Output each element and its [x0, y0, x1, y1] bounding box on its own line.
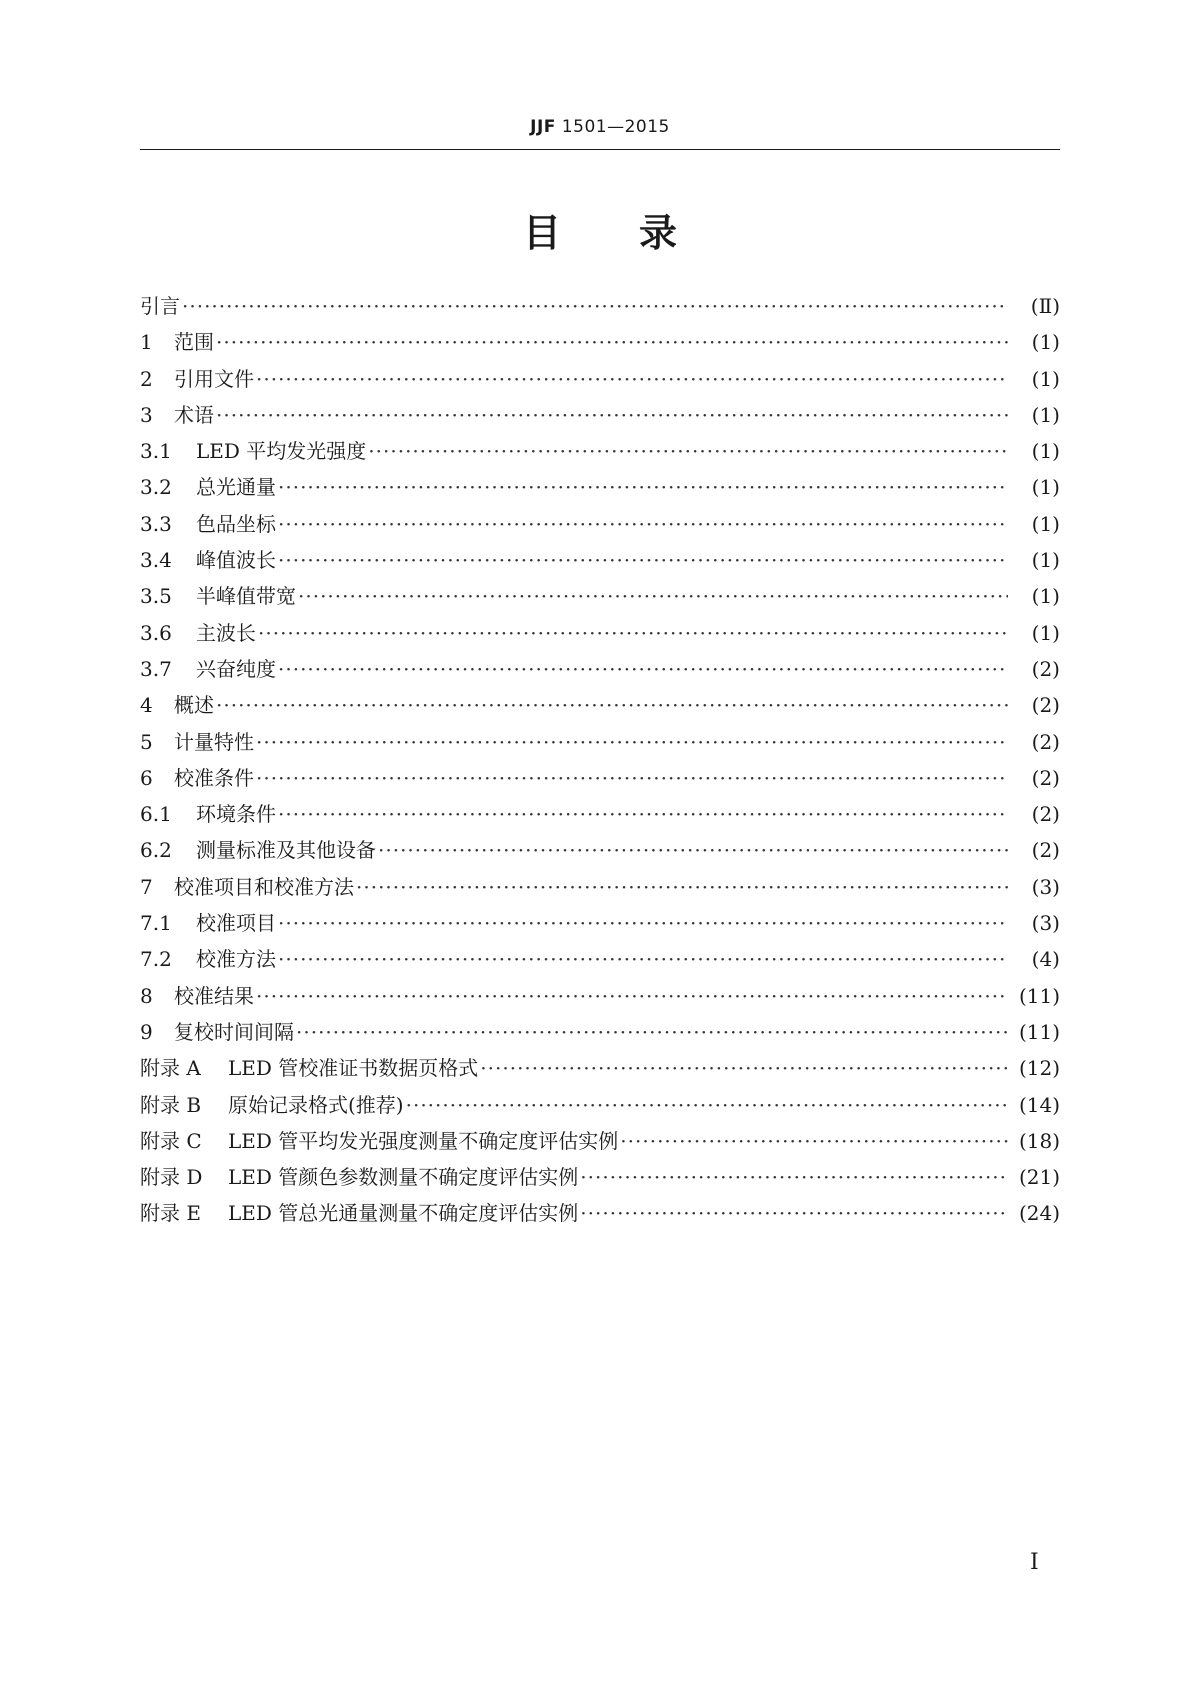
toc-entry-title: 半峰值带宽: [196, 584, 296, 609]
toc-dot-leader: [278, 469, 1008, 505]
toc-entry-title: 测量标准及其他设备: [196, 838, 376, 863]
toc-dot-leader: [278, 651, 1008, 687]
toc-entry[interactable]: [140, 1195, 1060, 1231]
toc-entry-title: 兴奋纯度: [196, 656, 276, 681]
header-divider: [140, 149, 1060, 150]
toc-entry[interactable]: [140, 397, 1060, 433]
toc-dot-leader: [278, 542, 1008, 578]
toc-entry-title: 原始记录格式(推荐): [228, 1092, 404, 1117]
toc-entry[interactable]: [140, 651, 1060, 687]
toc-entry-page: (2): [1031, 765, 1060, 790]
toc-entry[interactable]: [140, 361, 1060, 397]
page-title-char-1: 目: [522, 211, 561, 255]
toc-dot-leader: [406, 1087, 1008, 1123]
toc-entry[interactable]: [140, 469, 1060, 505]
toc-entry-title: 总光通量: [196, 475, 276, 500]
toc-dot-leader: [278, 506, 1008, 542]
toc-entry-page: (1): [1031, 620, 1060, 645]
toc-entry[interactable]: [140, 941, 1060, 977]
toc-entry[interactable]: [140, 1050, 1060, 1086]
toc-entry-page: (1): [1031, 402, 1060, 427]
toc-entry-number: 5: [140, 729, 153, 754]
running-header: [140, 117, 1060, 137]
table-of-contents: [140, 288, 1060, 1232]
toc-entry-page: (2): [1031, 693, 1060, 718]
toc-entry-number: 附录 E: [140, 1201, 201, 1226]
toc-entry-number: 7.2: [140, 947, 172, 972]
toc-entry[interactable]: [140, 288, 1060, 324]
toc-entry[interactable]: [140, 578, 1060, 614]
toc-entry-title: 校准项目和校准方法: [174, 874, 354, 899]
toc-entry-page: (1): [1031, 584, 1060, 609]
toc-entry[interactable]: [140, 1014, 1060, 1050]
toc-entry[interactable]: [140, 869, 1060, 905]
toc-dot-leader: [258, 615, 1008, 651]
toc-entry-number: 6.1: [140, 802, 172, 827]
toc-entry-number: 3.5: [140, 584, 172, 609]
toc-dot-leader: [580, 1195, 1008, 1231]
toc-entry-title: 主波长: [196, 620, 256, 645]
toc-dot-leader: [278, 796, 1008, 832]
toc-dot-leader: [256, 724, 1008, 760]
toc-entry-number: 3.4: [140, 548, 172, 573]
toc-entry-number: 8: [140, 983, 153, 1008]
toc-entry-page: (2): [1031, 838, 1060, 863]
toc-entry-number: 3.6: [140, 620, 172, 645]
toc-entry-page: (18): [1018, 1128, 1060, 1153]
toc-entry-page: (21): [1018, 1165, 1060, 1190]
page-title: [140, 202, 1060, 257]
toc-entry-title: 术语: [174, 402, 214, 427]
toc-entry[interactable]: [140, 1087, 1060, 1123]
toc-entry-number: 7: [140, 874, 153, 899]
toc-entry-page: (12): [1018, 1056, 1060, 1081]
toc-entry-title: 校准项目: [196, 911, 276, 936]
toc-entry-title: LED 管颜色参数测量不确定度评估实例: [228, 1165, 579, 1190]
page-title-char-2: 录: [639, 211, 678, 255]
toc-entry-number: 3.1: [140, 439, 172, 464]
toc-entry[interactable]: [140, 506, 1060, 542]
toc-entry-title: 峰值波长: [196, 548, 276, 573]
toc-dot-leader: [620, 1123, 1008, 1159]
toc-entry[interactable]: [140, 1123, 1060, 1159]
toc-entry-title: 概述: [174, 693, 214, 718]
toc-entry-number: 3.2: [140, 475, 172, 500]
toc-entry-number: 9: [140, 1019, 153, 1044]
toc-dot-leader: [278, 941, 1008, 977]
toc-entry-title: 引言: [140, 294, 180, 318]
toc-entry-number: 附录 D: [140, 1165, 203, 1190]
toc-entry-page: (3): [1031, 874, 1060, 899]
toc-entry-title: 引用文件: [174, 366, 254, 391]
toc-entry-number: 4: [140, 693, 153, 718]
toc-entry-title: 校准结果: [174, 983, 254, 1008]
toc-entry[interactable]: [140, 905, 1060, 941]
toc-entry-number: 3.7: [140, 656, 172, 681]
toc-entry-number: 7.1: [140, 911, 172, 936]
toc-dot-leader: [216, 687, 1008, 723]
toc-dot-leader: [356, 869, 1008, 905]
toc-entry-title: 校准条件: [174, 765, 254, 790]
toc-entry[interactable]: [140, 687, 1060, 723]
toc-entry-number: 附录 B: [140, 1092, 202, 1117]
toc-entry-page: (2): [1031, 802, 1060, 827]
toc-dot-leader: [182, 288, 1008, 324]
toc-dot-leader: [580, 1159, 1008, 1195]
toc-entry-title: 色品坐标: [196, 511, 276, 536]
toc-entry-number: 3: [140, 402, 153, 427]
toc-entry-number: 附录 C: [140, 1128, 202, 1153]
toc-entry-number: 6: [140, 765, 153, 790]
toc-entry-title: 复校时间间隔: [174, 1019, 294, 1044]
toc-entry-page: (2): [1031, 656, 1060, 681]
toc-entry-number: 3.3: [140, 511, 172, 536]
toc-entry-page: (24): [1018, 1201, 1060, 1226]
toc-entry-page: (11): [1018, 1019, 1060, 1044]
toc-entry-title: 校准方法: [196, 947, 276, 972]
toc-dot-leader: [480, 1050, 1008, 1086]
toc-entry-page: (14): [1018, 1092, 1060, 1117]
toc-entry-page: (11): [1018, 983, 1060, 1008]
toc-entry[interactable]: [140, 760, 1060, 796]
toc-dot-leader: [296, 1014, 1008, 1050]
toc-entry-page: (1): [1031, 511, 1060, 536]
toc-entry-page: (3): [1031, 911, 1060, 936]
toc-entry-title: LED 平均发光强度: [196, 439, 367, 464]
toc-entry[interactable]: [140, 433, 1060, 469]
toc-entry[interactable]: [140, 615, 1060, 651]
toc-entry-page: (Ⅱ): [1030, 294, 1060, 318]
toc-entry-page: (2): [1031, 729, 1060, 754]
toc-dot-leader: [216, 324, 1008, 360]
toc-entry-number: 附录 A: [140, 1056, 201, 1081]
toc-dot-leader: [298, 578, 1008, 614]
toc-entry[interactable]: [140, 1159, 1060, 1195]
toc-entry-page: (1): [1031, 366, 1060, 391]
toc-entry-number: 2: [140, 366, 153, 391]
page-number: Ⅰ: [1030, 1550, 1039, 1575]
toc-entry[interactable]: [140, 832, 1060, 868]
toc-entry-number: 6.2: [140, 838, 172, 863]
toc-entry[interactable]: [140, 796, 1060, 832]
toc-dot-leader: [378, 832, 1008, 868]
toc-entry-number: 1: [140, 330, 153, 355]
toc-entry-page: (1): [1031, 475, 1060, 500]
toc-dot-leader: [216, 397, 1008, 433]
toc-entry[interactable]: [140, 724, 1060, 760]
toc-entry-title: 范围: [174, 330, 214, 355]
standard-code-number: 1501—2015: [555, 117, 670, 137]
toc-dot-leader: [256, 760, 1008, 796]
toc-entry-title: LED 管校准证书数据页格式: [228, 1056, 479, 1081]
toc-dot-leader: [368, 433, 1008, 469]
toc-entry-title: 计量特性: [174, 729, 254, 754]
toc-entry[interactable]: [140, 978, 1060, 1014]
toc-entry[interactable]: [140, 324, 1060, 360]
toc-entry-page: (4): [1031, 947, 1060, 972]
toc-entry-page: (1): [1031, 439, 1060, 464]
toc-dot-leader: [256, 978, 1008, 1014]
toc-dot-leader: [256, 361, 1008, 397]
toc-entry-title: LED 管总光通量测量不确定度评估实例: [228, 1201, 579, 1226]
standard-code-prefix: JJF: [530, 117, 556, 137]
toc-entry-page: (1): [1031, 330, 1060, 355]
toc-entry-title: 环境条件: [196, 802, 276, 827]
toc-dot-leader: [278, 905, 1008, 941]
toc-entry-page: (1): [1031, 548, 1060, 573]
toc-entry-title: LED 管平均发光强度测量不确定度评估实例: [228, 1128, 619, 1153]
toc-entry[interactable]: [140, 542, 1060, 578]
